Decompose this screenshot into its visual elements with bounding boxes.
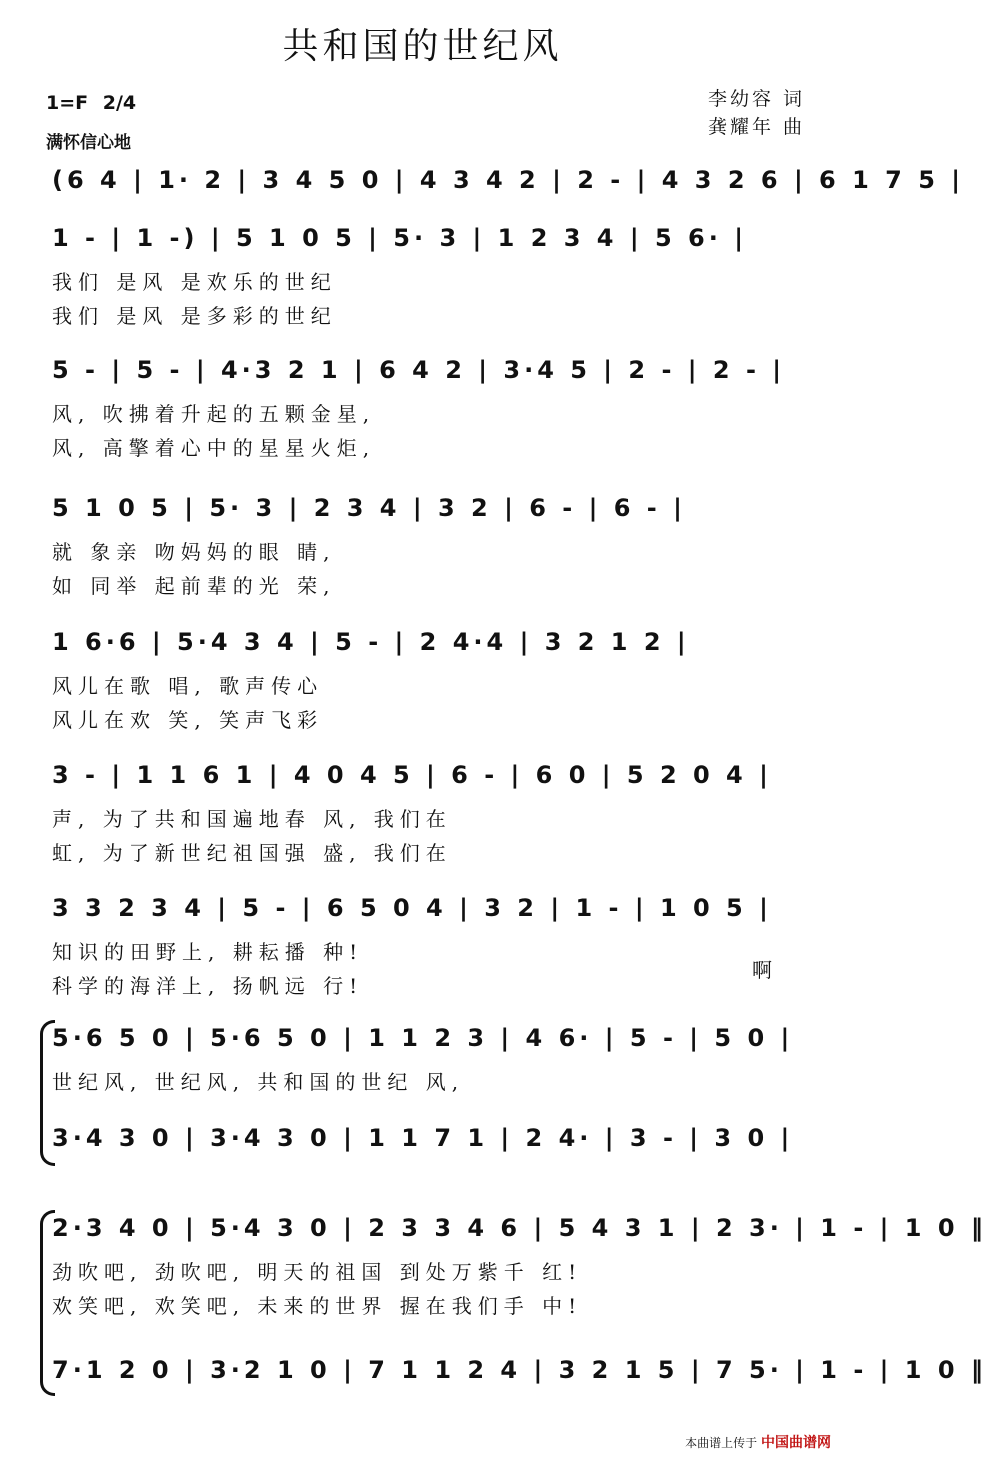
interjection-lyric: 啊: [752, 958, 778, 982]
lyric-line: 风儿在歌 唱, 歌声传心: [52, 674, 324, 698]
footer-text: 本曲谱上传于: [685, 1436, 758, 1450]
time-signature: 2/4: [102, 92, 137, 114]
lyric-line: 科学的海洋上, 扬帆远 行!: [52, 974, 364, 998]
lyric-line: 声, 为了共和国遍地春 风, 我们在: [52, 807, 452, 831]
lyricist-credit: 李幼容 词: [707, 88, 805, 110]
upload-footer: [685, 1432, 831, 1452]
lyric-line: 如 同举 起前辈的光 荣,: [52, 574, 336, 598]
notation-line: 3·4 3 0 | 3·4 3 0 | 1 1 7 1 | 2 4· | 3 - | 3 0 |: [52, 1124, 794, 1152]
lyric-line: 风儿在欢 笑, 笑声飞彩: [52, 708, 324, 732]
notation-line: 5 - | 5 - | 4·3 2 1 | 6 4 2 | 3·4 5 | 2 - | 2 - |: [52, 356, 786, 384]
key-label: 1=F: [46, 92, 89, 114]
lyric-line: 世纪风, 世纪风, 共和国的世纪 风,: [52, 1070, 465, 1094]
footer-brand: 中国曲谱网: [761, 1435, 831, 1451]
lyric-line: 风, 吹拂着升起的五颗金星,: [52, 402, 376, 426]
notation-line: 1 6·6 | 5·4 3 4 | 5 - | 2 4·4 | 3 2 1 2 |: [52, 628, 690, 656]
key-signature: [46, 92, 136, 114]
lyric-line: 风, 高擎着心中的星星火炬,: [52, 436, 376, 460]
lyric-line: 知识的田野上, 耕耘播 种!: [52, 940, 364, 964]
chorus-bracket: [40, 1020, 55, 1166]
notation-line: 7·1 2 0 | 3·2 1 0 | 7 1 1 2 4 | 3 2 1 5 | 7 5· | 1 - | 1 0 ‖: [52, 1356, 987, 1384]
lyric-line: 我们 是风 是欢乐的世纪: [52, 270, 337, 294]
ending-bracket: [40, 1210, 55, 1396]
lyric-line: 欢笑吧, 欢笑吧, 未来的世界 握在我们手 中!: [52, 1294, 583, 1318]
notation-line: 1 - | 1 -) | 5 1 0 5 | 5· 3 | 1 2 3 4 | 5 6· |: [52, 224, 747, 252]
lyric-line: 就 象亲 吻妈妈的眼 睛,: [52, 540, 336, 564]
notation-line: 3 - | 1 1 6 1 | 4 0 4 5 | 6 - | 6 0 | 5 2 0 4 |: [52, 761, 772, 789]
notation-line: (6 4 | 1· 2 | 3 4 5 0 | 4 3 4 2 | 2 - | 4 3 2 6 | 6 1 7 5 |: [52, 166, 965, 194]
lyric-line: 我们 是风 是多彩的世纪: [52, 304, 337, 328]
notation-line: 2·3 4 0 | 5·4 3 0 | 2 3 3 4 6 | 5 4 3 1 | 2 3· | 1 - | 1 0 ‖: [52, 1214, 987, 1242]
notation-line: 5·6 5 0 | 5·6 5 0 | 1 1 2 3 | 4 6· | 5 - | 5 0 |: [52, 1024, 794, 1052]
notation-line: 3 3 2 3 4 | 5 - | 6 5 0 4 | 3 2 | 1 - | 1 0 5 |: [52, 894, 772, 922]
song-title: 共和国的世纪风: [282, 26, 563, 67]
tempo-mark: 满怀信心地: [46, 133, 131, 153]
lyric-line: 劲吹吧, 劲吹吧, 明天的祖国 到处万紫千 红!: [52, 1260, 583, 1284]
composer-credit: 龚耀年 曲: [707, 116, 805, 138]
lyric-line: 虹, 为了新世纪祖国强 盛, 我们在: [52, 841, 452, 865]
notation-line: 5 1 0 5 | 5· 3 | 2 3 4 | 3 2 | 6 - | 6 - |: [52, 494, 686, 522]
